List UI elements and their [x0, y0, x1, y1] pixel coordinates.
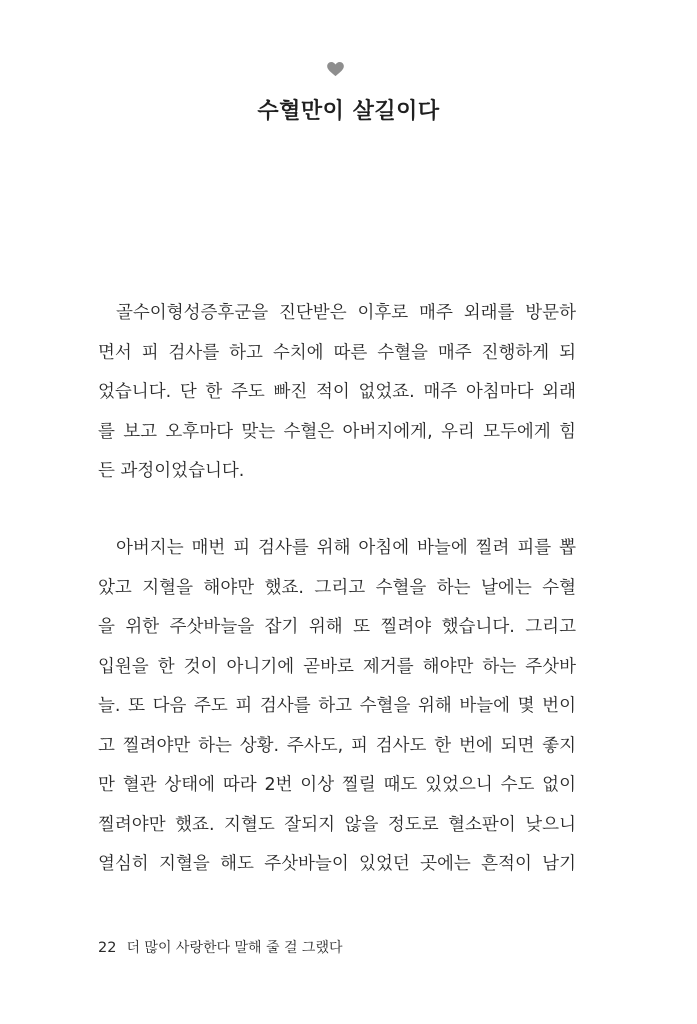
text-line: 을 위한 주삿바늘을 잡기 위해 또 찔려야 했습니다. 그리고: [98, 617, 576, 637]
body-paragraph-2: [98, 529, 576, 885]
page-footer: [98, 938, 343, 958]
text-line: 를 보고 오후마다 맞는 수혈은 아버지에게, 우리 모두에게 힘: [98, 421, 576, 442]
text-line: 든 과정이었습니다.: [98, 461, 245, 481]
book-title: 더 많이 사랑한다 말해 줄 걸 그랬다: [126, 940, 343, 956]
text-line: 았고 지혈을 해야만 했죠. 그리고 수혈을 하는 날에는 수혈: [98, 577, 576, 598]
text-line: 열심히 지혈을 해도 주삿바늘이 있었던 곳에는 흔적이 남기: [98, 854, 576, 874]
text-line: 면서 피 검사를 하고 수치에 따른 수혈을 매주 진행하게 되: [98, 342, 576, 363]
body-paragraph-1: [98, 294, 576, 492]
chapter-title: 수혈만이 살길이다: [257, 99, 440, 124]
text-line: 고 찔려야만 하는 상황. 주사도, 피 검사도 한 번에 되면 좋지: [98, 735, 576, 756]
page-number: 22: [98, 940, 117, 956]
text-line: 골수이형성증후군을 진단받은 이후로 매주 외래를 방문하: [116, 303, 576, 323]
text-line: 아버지는 매번 피 검사를 위해 아침에 바늘에 찔려 피를 뽑: [116, 538, 576, 558]
text-line: 늘. 또 다음 주도 피 검사를 하고 수혈을 위해 바늘에 몇 번이: [98, 696, 576, 716]
text-line: 었습니다. 단 한 주도 빠진 적이 없었죠. 매주 아침마다 외래: [98, 382, 576, 402]
text-line: 찔려야만 했죠. 지혈도 잘되지 않을 정도로 혈소판이 낮으니: [98, 814, 576, 835]
heart-icon: [327, 62, 344, 77]
text-line: 만 혈관 상태에 따라 2번 이상 찔릴 때도 있었으니 수도 없이: [98, 775, 576, 795]
text-line: 입원을 한 것이 아니기에 곧바로 제거를 해야만 하는 주삿바: [98, 656, 576, 677]
